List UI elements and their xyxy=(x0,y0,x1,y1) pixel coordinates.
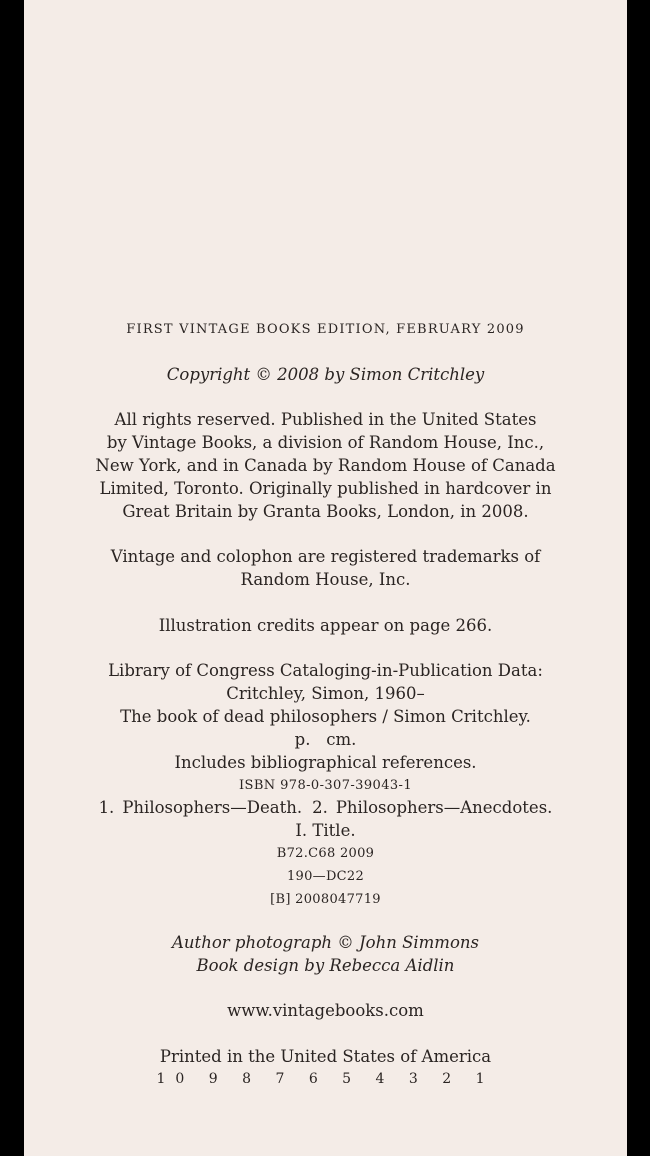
cip-includes: Includes bibliographical references. xyxy=(174,753,477,772)
cip-title-entry: I. Title. xyxy=(295,821,356,840)
rights-line-4: Limited, Toronto. Originally published in hardcover in xyxy=(99,479,552,498)
printed-in: Printed in the United States of America xyxy=(159,1047,492,1066)
cip-author: Critchley, Simon, 1960– xyxy=(226,684,425,703)
illustration-credits: Illustration credits appear on page 266. xyxy=(158,616,493,635)
cip-pcm: p. cm. xyxy=(294,730,357,749)
trademark-line-1: Vintage and colophon are registered trademarks of xyxy=(110,547,541,566)
website: www.vintagebooks.com xyxy=(227,1001,424,1020)
copyright-line: Copyright © 2008 by Simon Critchley xyxy=(166,365,485,384)
edition-line: FIRST VINTAGE BOOKS EDITION, FEBRUARY 2009 xyxy=(126,322,525,337)
printing-line: 10 9 8 7 6 5 4 3 2 1 xyxy=(156,1071,495,1087)
subject-2: Philosophers—Anecdotes. xyxy=(335,798,553,817)
cip-header: Library of Congress Cataloging-in-Publication Data: xyxy=(108,661,543,680)
author-photo-credit: Author photograph © John Simmons xyxy=(172,933,479,952)
cip-isbn: ISBN 978-0-307-39043-1 xyxy=(239,778,412,793)
subject-1: Philosophers—Death. xyxy=(122,798,303,817)
copyright-page xyxy=(24,0,627,1156)
cip-title: The book of dead philosophers / Simon Critchley. xyxy=(120,707,531,726)
cip-control-number: [B] 2008047719 xyxy=(270,892,381,907)
cip-lc-class: B72.C68 2009 xyxy=(276,846,375,861)
rights-line-1: All rights reserved. Published in the United States xyxy=(114,410,537,429)
rights-line-2: by Vintage Books, a division of Random House, Inc., xyxy=(106,433,545,452)
cip-dewey: 190—DC22 xyxy=(286,869,365,884)
rights-line-5: Great Britain by Granta Books, London, in 2008. xyxy=(122,502,529,521)
subject-number-1: 1. xyxy=(98,798,115,817)
trademark-line-2: Random House, Inc. xyxy=(240,570,411,589)
rights-line-3: New York, and in Canada by Random House of Canada xyxy=(95,456,556,475)
cip-subjects xyxy=(24,796,627,819)
subject-number-2: 2. xyxy=(312,798,328,817)
book-design-credit: Book design by Rebecca Aidlin xyxy=(196,956,455,975)
